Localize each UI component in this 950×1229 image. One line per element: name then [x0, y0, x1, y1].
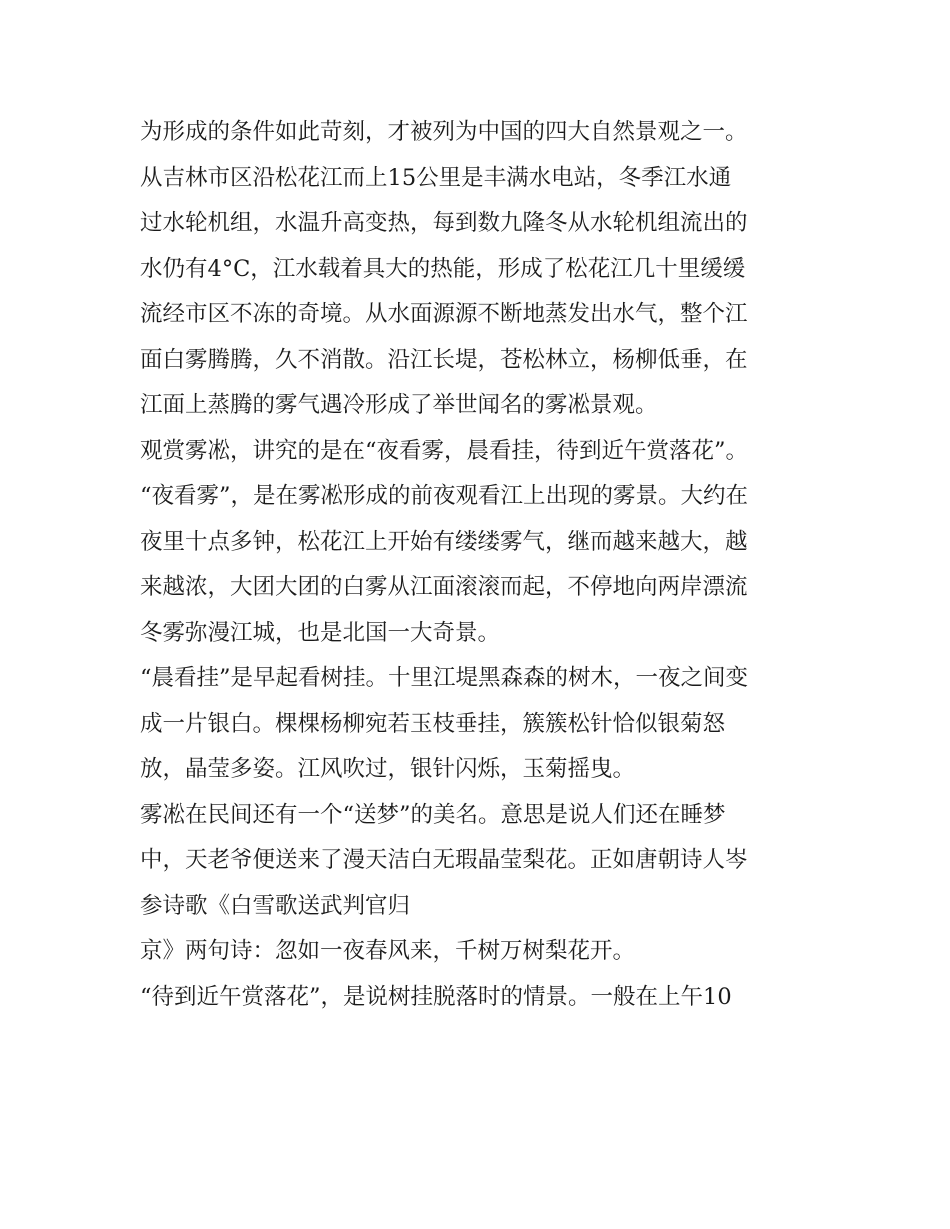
- text-line: 中，天老爷便送来了漫天洁白无瑕晶莹梨花。正如唐朝诗人岑: [140, 847, 748, 873]
- text-line: 江面上蒸腾的雾气遇冷形成了举世闻名的雾凇景观。: [140, 392, 658, 418]
- body-text: [140, 110, 820, 1020]
- text-line: 过水轮机组，水温升高变热，每到数九隆冬从水轮机组流出的: [140, 210, 748, 236]
- text-line: 放，晶莹多姿。江风吹过，银针闪烁，玉菊摇曳。: [140, 756, 636, 782]
- text-line: “晨看挂”是早起看树挂。十里江堤黑森森的树木，一夜之间变: [140, 665, 749, 691]
- text-line: 夜里十点多钟，松花江上开始有缕缕雾气，继而越来越大，越: [140, 528, 748, 555]
- text-line: 冬雾弥漫江城，也是北国一大奇景。: [140, 619, 501, 646]
- text-line: 成一片银白。棵棵杨柳宛若玉枝垂挂，簇簇松针恰似银菊怒: [140, 710, 726, 737]
- text-line: 从吉林市区沿松花江而上15公里是丰满水电站，冬季江水通: [140, 164, 732, 191]
- text-line: 流经市区不冻的奇境。从水面源源不断地蒸发出水气，整个江: [140, 301, 748, 327]
- text-line: “待到近午赏落花”，是说树挂脱落时的情景。一般在上午10: [140, 983, 732, 1010]
- text-line: “夜看雾”，是在雾凇形成的前夜观看江上出现的雾景。大约在: [140, 483, 749, 509]
- text-line: 京》两句诗：忽如一夜春风来，千树万树梨花开。: [140, 938, 636, 964]
- text-line: 水仍有4°C，江水载着具大的热能，形成了松花江几十里缓缓: [140, 255, 746, 282]
- text-line: 来越浓，大团大团的白雾从江面滚滚而起，不停地向两岸漂流: [140, 574, 748, 600]
- text-line: 面白雾腾腾，久不消散。沿江长堤，苍松林立，杨柳低垂，在: [140, 346, 748, 373]
- text-line: 为形成的条件如此苛刻，才被列为中国的四大自然景观之一。: [140, 119, 748, 145]
- text-line: 雾凇在民间还有一个“送梦”的美名。意思是说人们还在睡梦: [140, 801, 726, 828]
- text-line: 观赏雾凇，讲究的是在“夜看雾，晨看挂，待到近午赏落花”。: [140, 437, 749, 464]
- text-line: 参诗歌《白雪歌送武判官归: [140, 892, 411, 919]
